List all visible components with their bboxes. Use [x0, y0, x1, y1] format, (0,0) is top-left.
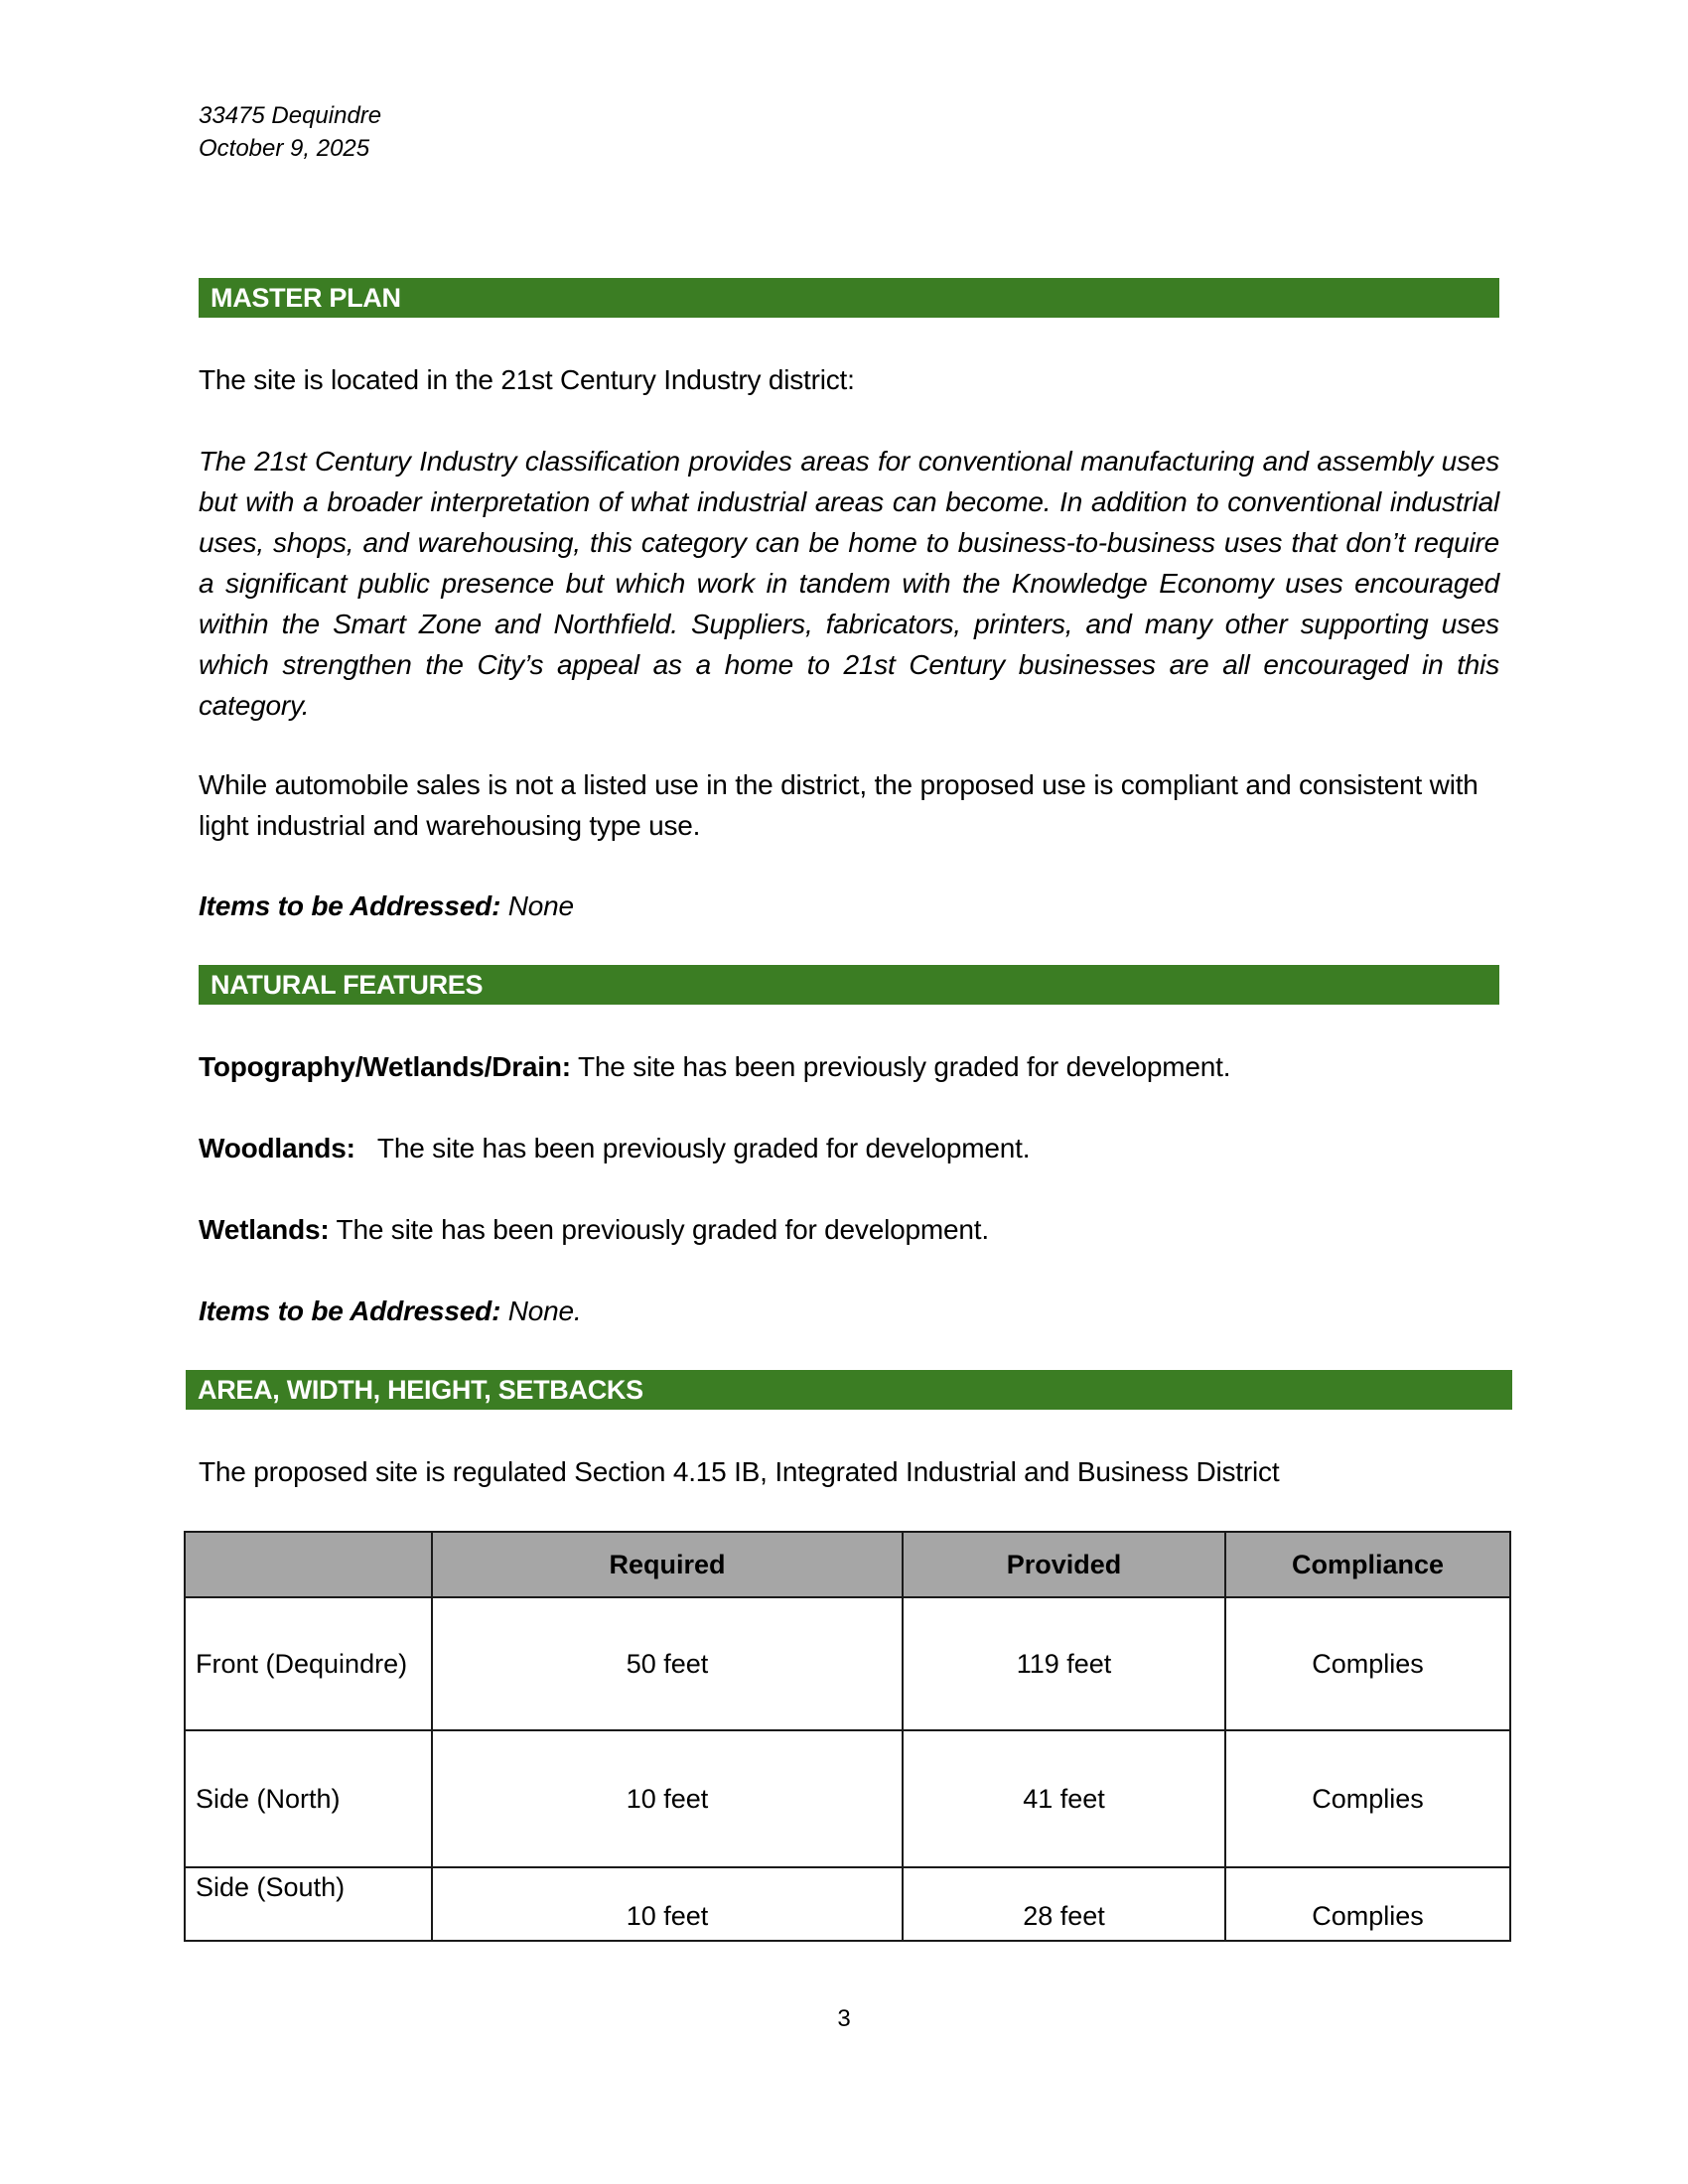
- setbacks-table: [184, 1531, 1511, 1942]
- row-compliance: Complies: [1225, 1597, 1510, 1730]
- table-header-required: Required: [432, 1532, 903, 1597]
- topography-label: Topography/Wetlands/Drain:: [199, 1051, 571, 1082]
- page-number: 3: [837, 2005, 851, 2032]
- items-label: Items to be Addressed:: [199, 1296, 501, 1326]
- natural-features-items: [199, 1291, 1499, 1331]
- table-header-provided: Provided: [903, 1532, 1225, 1597]
- row-label: Side (South): [185, 1867, 432, 1941]
- row-label: Front (Dequindre): [185, 1597, 432, 1730]
- master-plan-quote: The 21st Century Industry classification provides areas for conventional manufacturing and assembly uses but with a broader interpretation of what industrial areas can become. In addition to conventional industrial uses, shops, and warehousing, this category can be home to business-to-business uses that don’t require a significant public presence but which work in tandem with the Knowledge Economy uses encouraged within the Smart Zone and Northfield. Suppliers, fabricators, printers, and many other supporting uses which strengthen the City’s appeal as a home to 21st Century businesses are all encouraged in this category.: [199, 446, 1499, 721]
- row-required: 10 feet: [432, 1867, 903, 1941]
- topography-value: The site has been previously graded for development.: [570, 1051, 1231, 1082]
- topography-line: [199, 1046, 1499, 1087]
- row-required: 10 feet: [432, 1730, 903, 1867]
- document-header: [199, 99, 381, 165]
- table-row: [185, 1597, 1510, 1730]
- woodlands-label: Woodlands:: [199, 1133, 355, 1163]
- wetlands-label: Wetlands:: [199, 1214, 330, 1245]
- table-row: [185, 1867, 1510, 1941]
- master-plan-analysis: While automobile sales is not a listed use in the district, the proposed use is compliant and consistent with light industrial and warehousing type use.: [199, 769, 1478, 841]
- woodlands-line: [199, 1128, 1499, 1168]
- table-header-row: [185, 1532, 1510, 1597]
- row-compliance: Complies: [1225, 1867, 1510, 1941]
- section-banner-master-plan: MASTER PLAN: [199, 278, 1499, 318]
- items-value: None.: [500, 1296, 582, 1326]
- master-plan-items: [199, 886, 1499, 926]
- row-provided: 28 feet: [903, 1867, 1225, 1941]
- setbacks-intro: The proposed site is regulated Section 4.15 IB, Integrated Industrial and Business District: [199, 1456, 1280, 1487]
- wetlands-value: The site has been previously graded for development.: [329, 1214, 989, 1245]
- items-label: Items to be Addressed:: [199, 890, 501, 921]
- section-banner-natural-features: NATURAL FEATURES: [199, 965, 1499, 1005]
- row-required: 50 feet: [432, 1597, 903, 1730]
- row-compliance: Complies: [1225, 1730, 1510, 1867]
- wetlands-line: [199, 1209, 1499, 1250]
- table-header-compliance: Compliance: [1225, 1532, 1510, 1597]
- row-label: Side (North): [185, 1730, 432, 1867]
- row-provided: 41 feet: [903, 1730, 1225, 1867]
- table-header-blank: [185, 1532, 432, 1597]
- header-date: October 9, 2025: [199, 135, 370, 162]
- header-address: 33475 Dequindre: [199, 102, 382, 129]
- table-row: [185, 1730, 1510, 1867]
- woodlands-value: The site has been previously graded for development.: [354, 1133, 1031, 1163]
- master-plan-intro: The site is located in the 21st Century Industry district:: [199, 364, 855, 395]
- section-banner-setbacks: AREA, WIDTH, HEIGHT, SETBACKS: [186, 1370, 1512, 1410]
- items-value: None: [500, 890, 574, 921]
- row-provided: 119 feet: [903, 1597, 1225, 1730]
